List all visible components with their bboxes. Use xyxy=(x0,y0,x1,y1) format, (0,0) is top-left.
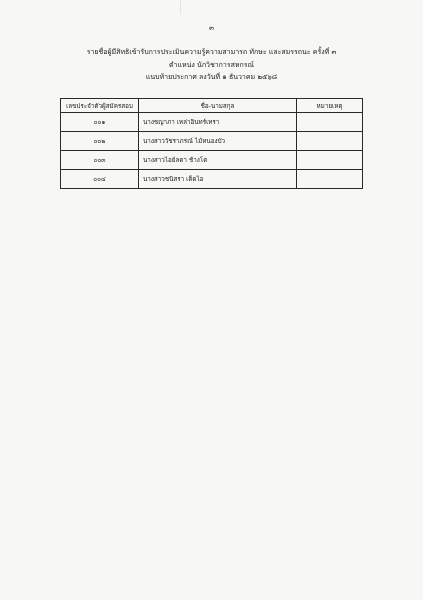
table-row xyxy=(61,170,363,189)
applicant-name: นางสาวชนิสรา เต็ดไอ xyxy=(139,170,297,189)
applicant-number: ๐๐๑ xyxy=(61,113,139,132)
applicant-remark xyxy=(297,170,363,189)
table-row xyxy=(61,132,363,151)
heading-position: ตำแหน่ง นักวิชาการสหกรณ์ xyxy=(169,60,254,69)
applicant-number: ๐๐๓ xyxy=(61,151,139,170)
document-heading xyxy=(0,46,423,84)
page-number: ๓ xyxy=(209,24,214,32)
applicant-remark xyxy=(297,113,363,132)
table-header-row xyxy=(61,99,363,113)
header-applicant-number: เลขประจำตัวผู้สมัครสอบ xyxy=(61,99,139,113)
applicant-number: ๐๐๒ xyxy=(61,132,139,151)
header-full-name: ชื่อ-นามสกุล xyxy=(139,99,297,113)
scan-artifact xyxy=(180,0,181,14)
table-row xyxy=(61,113,363,132)
applicants-table xyxy=(60,98,363,189)
applicant-remark xyxy=(297,151,363,170)
applicant-remark xyxy=(297,132,363,151)
header-remark: หมายเหตุ xyxy=(297,99,363,113)
applicant-name: นางสาววัชราภรณ์ ไม้หนองบัว xyxy=(139,132,297,151)
heading-announcement-date: แนบท้ายประกาศ ลงวันที่ ๑ ธันวาคม ๒๕๖๘ xyxy=(145,73,278,81)
applicant-name: นางชญาภา เหล่าอินทร์เทรา xyxy=(139,113,297,132)
heading-title: รายชื่อผู้มีสิทธิเข้ารับการประเมินความรู้ความสามารถ ทักษะ และสมรรถนะ ครั้งที่ ๓ xyxy=(86,48,337,56)
applicant-number: ๐๐๔ xyxy=(61,170,139,189)
applicant-name: นางสาวไอย์ลดา ช้างโต xyxy=(139,151,297,170)
table-row xyxy=(61,151,363,170)
